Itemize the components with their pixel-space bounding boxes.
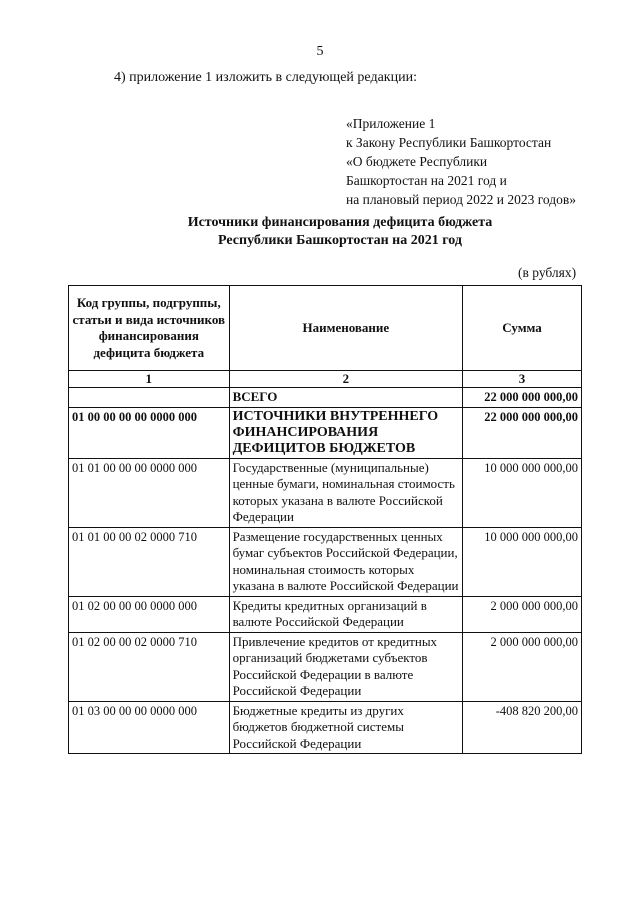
row-name: Бюджетные кредиты из других бюджетов бюджетной системы Российской Федерации — [229, 701, 463, 754]
row-sum: 10 000 000 000,00 — [463, 527, 582, 596]
table-row — [69, 388, 582, 408]
appendix-note — [346, 114, 576, 209]
document-title — [0, 214, 640, 250]
table-row — [69, 596, 582, 632]
table-column-numbers-row — [69, 371, 582, 388]
column-number: 3 — [463, 371, 582, 388]
financing-sources-table — [68, 285, 582, 754]
appendix-note-line: к Закону Республики Башкортостан — [346, 135, 552, 150]
appendix-note-line: Башкортостан на 2021 год и — [346, 173, 507, 188]
row-name: Государственные (муниципальные) ценные бумаги, номинальная стоимость которых указана в валюте Российской Федерации — [229, 458, 463, 527]
document-title-line-1: Источники финансирования дефицита бюджета — [187, 215, 493, 230]
table-row — [69, 632, 582, 701]
row-name: Размещение государственных ценных бумаг субъектов Российской Федерации, номинальная стоимость которых указана в валюте Российской Федерации — [229, 527, 463, 596]
row-name: Кредиты кредитных организаций в валюте Российской Федерации — [229, 596, 463, 632]
row-sum: 10 000 000 000,00 — [463, 458, 582, 527]
row-code: 01 03 00 00 00 0000 000 — [69, 701, 230, 754]
units-label: (в рублях) — [518, 265, 577, 280]
row-code: 01 02 00 00 00 0000 000 — [69, 596, 230, 632]
row-sum: 2 000 000 000,00 — [463, 632, 582, 701]
row-sum: -408 820 200,00 — [463, 701, 582, 754]
table-row — [69, 701, 582, 754]
table-row — [69, 407, 582, 458]
header-code: Код группы, подгруппы, статьи и вида источников финансирования дефицита бюджета — [69, 286, 230, 371]
row-sum: 22 000 000 000,00 — [463, 407, 582, 458]
row-name: ИСТОЧНИКИ ВНУТРЕННЕГО ФИНАНСИРОВАНИЯ ДЕФИЦИТОВ БЮДЖЕТОВ — [229, 407, 463, 458]
row-name: ВСЕГО — [229, 388, 463, 408]
appendix-note-line: «Приложение 1 — [346, 116, 436, 131]
header-name: Наименование — [229, 286, 463, 371]
row-code — [69, 388, 230, 408]
page-number: 5 — [316, 44, 324, 59]
appendix-note-line: «О бюджете Республики — [346, 154, 488, 169]
row-code: 01 00 00 00 00 0000 000 — [69, 407, 230, 458]
appendix-note-line: на плановый период 2022 и 2023 годов» — [346, 192, 577, 207]
row-name: Привлечение кредитов от кредитных организаций бюджетами субъектов Российской Федерации в валюте Российской Федерации — [229, 632, 463, 701]
row-code: 01 01 00 00 00 0000 000 — [69, 458, 230, 527]
header-sum: Сумма — [463, 286, 582, 371]
row-sum: 2 000 000 000,00 — [463, 596, 582, 632]
intro-text: 4) приложение 1 изложить в следующей редакции: — [114, 70, 417, 85]
row-code: 01 02 00 00 02 0000 710 — [69, 632, 230, 701]
column-number: 1 — [69, 371, 230, 388]
table-row — [69, 527, 582, 596]
column-number: 2 — [229, 371, 463, 388]
row-sum: 22 000 000 000,00 — [463, 388, 582, 408]
table-row — [69, 458, 582, 527]
document-title-line-2: Республики Башкортостан на 2021 год — [218, 233, 462, 248]
table-header-row — [69, 286, 582, 371]
row-code: 01 01 00 00 02 0000 710 — [69, 527, 230, 596]
